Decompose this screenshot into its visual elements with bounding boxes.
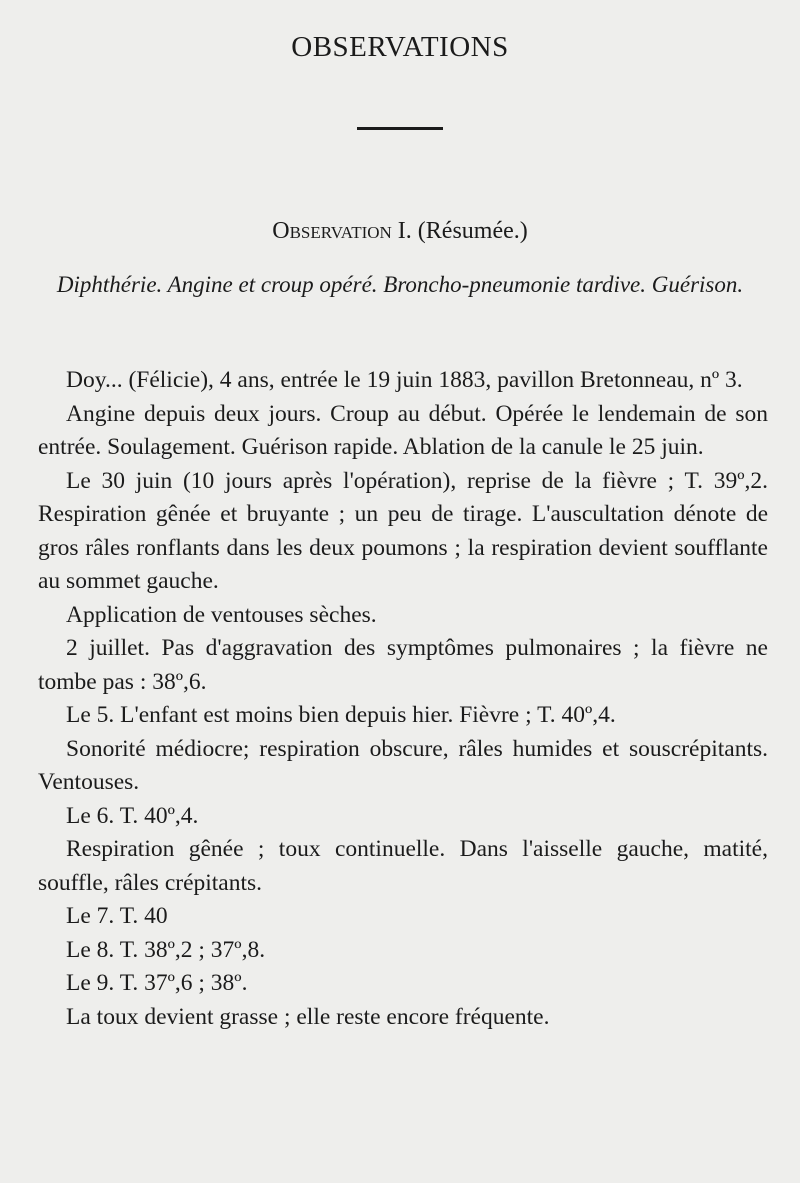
title-divider xyxy=(357,127,443,130)
paragraph: 2 juillet. Pas d'aggravation des symptômes pulmonaires ; la fièvre ne tombe pas : 38º,6. xyxy=(38,635,768,695)
paragraph: Respiration gênée ; toux continuelle. Dans l'aisselle gauche, matité, souffle, râles crépitants. xyxy=(38,836,768,896)
paragraph: Le 9. T. 37º,6 ; 38º. xyxy=(66,970,248,996)
paragraph: Le 30 juin (10 jours après l'opération), reprise de la fièvre ; T. 39º,2. Respiration gênée et bruyante ; un peu de tirage. L'auscultation dénote de gros râles ronflants dans les deux poumons ; la respiration devient soufflante au sommet gauche. xyxy=(38,467,768,594)
paragraph: La toux devient grasse ; elle reste encore fréquente. xyxy=(66,1003,550,1030)
observation-heading xyxy=(0,218,800,245)
paragraph: Doy... (Félicie), 4 ans, entrée le 19 juin 1883, pavillon Bretonneau, nº 3. xyxy=(66,367,743,393)
paragraph: Angine depuis deux jours. Croup au début. Opérée le lendemain de son entrée. Soulagement. Guérison rapide. Ablation de la canule le 25 juin. xyxy=(38,400,768,460)
observation-subtitle: Diphthérie. Angine et croup opéré. Broncho-pneumonie tardive. Guérison. xyxy=(56,272,744,297)
paragraph: Le 5. L'enfant est moins bien depuis hier. Fièvre ; T. 40º,4. xyxy=(66,702,616,728)
observation-label: Observation I. xyxy=(272,218,412,244)
paragraph: Le 7. T. 40 xyxy=(66,903,168,929)
paragraph: Le 8. T. 38º,2 ; 37º,8. xyxy=(66,936,266,963)
paragraph: Application de ventouses sèches. xyxy=(66,601,377,628)
paragraph: Sonorité médiocre; respiration obscure, râles humides et souscrépitants. Ventouses. xyxy=(38,735,768,795)
page-title: OBSERVATIONS xyxy=(291,31,509,63)
observation-body xyxy=(38,364,768,1034)
observation-qualifier: (Résumée.) xyxy=(417,218,528,244)
paragraph: Le 6. T. 40º,4. xyxy=(66,802,199,829)
